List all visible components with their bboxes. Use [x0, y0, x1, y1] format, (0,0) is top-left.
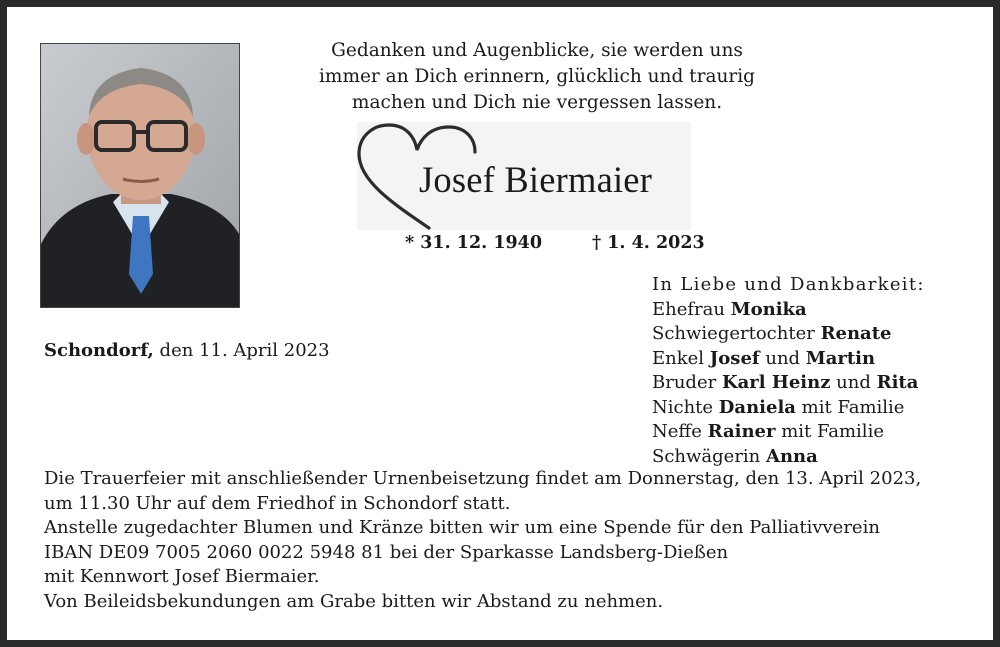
- notice-date: den 11. April 2023: [153, 340, 330, 361]
- poem-line: Gedanken und Augenblicke, sie werden uns: [331, 40, 743, 61]
- mourners-intro: In Liebe und Dankbarkeit:: [652, 274, 925, 295]
- mourner-line: [652, 396, 925, 421]
- mourner-line: [652, 371, 925, 396]
- relation: Schwiegertochter: [652, 323, 821, 344]
- mourner-line: [652, 322, 925, 347]
- notice-line: IBAN DE09 7005 2060 0022 5948 81 bei der Sparkasse Landsberg-Dießen: [44, 541, 729, 563]
- poem-line: immer an Dich erinnern, glücklich und traurig: [318, 66, 756, 87]
- mourner-name: Martin: [805, 347, 876, 369]
- death-date: † 1. 4. 2023: [592, 233, 705, 253]
- relation: Schwägerin: [652, 445, 766, 467]
- notice-line: Anstelle zugedachter Blumen und Kränze bitten wir um eine Spende für den Palliativverein: [44, 517, 880, 538]
- birth-date: * 31. 12. 1940: [405, 233, 543, 253]
- relation: Neffe: [652, 421, 708, 442]
- mourner-name: Renate: [820, 323, 892, 344]
- mourner-line: [652, 420, 925, 445]
- relation: Enkel: [652, 347, 710, 369]
- mourner-name: Monika: [730, 298, 807, 320]
- mourner-name: Rainer: [707, 421, 776, 442]
- mourner-name: Rita: [876, 372, 919, 393]
- relation: Ehefrau: [652, 298, 731, 320]
- place-date: [44, 340, 330, 361]
- relation: Nichte: [652, 396, 719, 418]
- mourner-name: Daniela: [718, 396, 796, 418]
- relation: Bruder: [652, 372, 722, 393]
- connector: mit Familie: [775, 421, 884, 442]
- mourners-list: [652, 273, 925, 469]
- name-banner: [357, 122, 691, 230]
- portrait-illustration: [41, 44, 239, 307]
- notice-line: Die Trauerfeier mit anschließender Urnenbeisetzung findet am Donnerstag, den 13. April 2023,: [44, 468, 922, 489]
- mourner-line: [652, 298, 925, 323]
- mourner-name: Anna: [766, 445, 818, 467]
- notice-line: mit Kennwort Josef Biermaier.: [44, 566, 320, 587]
- place-name: Schondorf,: [44, 340, 154, 361]
- connector: mit Familie: [795, 396, 905, 418]
- deceased-name: Josef Biermaier: [419, 159, 653, 200]
- poem-line: machen und Dich nie vergessen lassen.: [351, 92, 723, 113]
- portrait-photo: [40, 43, 240, 308]
- mourner-name: Karl Heinz: [721, 372, 831, 393]
- notice-line: um 11.30 Uhr auf dem Friedhof in Schondorf statt.: [44, 492, 511, 514]
- mourner-name: Josef: [709, 347, 760, 369]
- connector: und: [759, 347, 806, 369]
- connector: und: [830, 372, 877, 393]
- notice-line: Von Beileidsbekundungen am Grabe bitten wir Abstand zu nehmen.: [44, 590, 664, 612]
- poem: [302, 38, 772, 116]
- mourner-line: [652, 347, 925, 372]
- mourner-line: [652, 445, 925, 470]
- funeral-notice: [44, 467, 921, 614]
